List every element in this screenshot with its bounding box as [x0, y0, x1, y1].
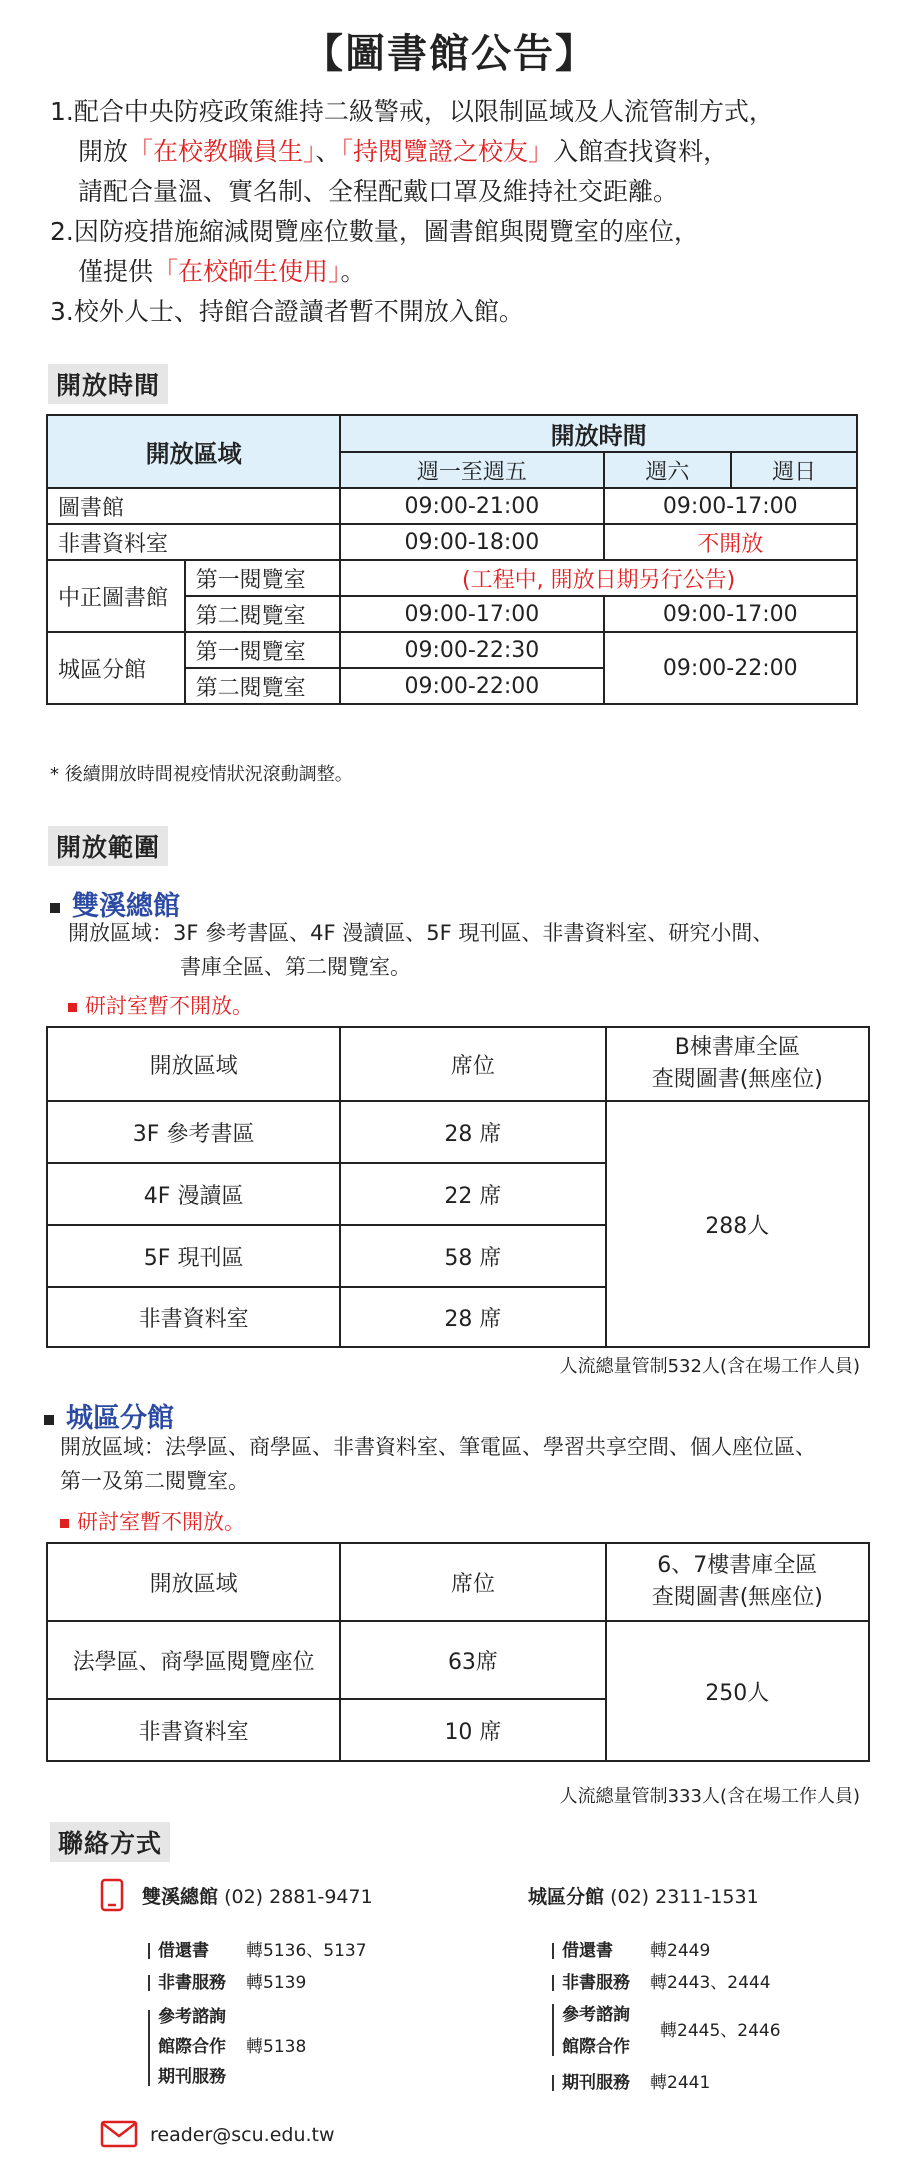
ext-label-group: [562, 2000, 650, 2025]
ext-label: 參考諮詢: [158, 2007, 226, 2027]
hours-subrow-label: 第二閱覽室: [185, 596, 341, 632]
notice-text: 僅提供: [78, 257, 154, 286]
seats-table-city: [46, 1542, 870, 1762]
ext-value: 轉5138: [246, 2037, 307, 2057]
divider: [148, 1975, 150, 1991]
hours-row-label: 中正圖書館: [47, 560, 185, 632]
ext-label-group: [158, 2062, 246, 2087]
hours-footnote: * 後續開放時間視疫情狀況滾動調整。: [50, 764, 353, 785]
phone-label: 城區分館: [528, 1886, 605, 1908]
email-link[interactable]: reader@scu.edu.tw: [150, 2124, 335, 2146]
hours-cell: 09:00-22:30: [340, 632, 603, 668]
ext-row: [148, 1936, 367, 1961]
seats-col-stack-line: B棟書庫全區: [674, 1035, 800, 1060]
ext-value: 轉2445、2446: [660, 2021, 781, 2041]
ext-label: 期刊服務: [562, 2073, 630, 2093]
hours-table: [46, 414, 858, 705]
seats-area: 4F 漫讀區: [47, 1163, 340, 1225]
notice-line-6: 3.校外人士、持館合證讀者暫不開放入館。: [50, 297, 524, 326]
divider: [552, 2004, 554, 2056]
seats-col-area: 開放區域: [47, 1027, 340, 1101]
divider: [552, 1975, 554, 1991]
closed-note-city: [60, 1506, 245, 1536]
ext-label: 借還書: [562, 1941, 613, 1961]
seats-count: 63席: [340, 1621, 605, 1699]
seats-count: 58 席: [340, 1225, 605, 1287]
divider: [552, 1943, 554, 1959]
seats-col-seat: 席位: [340, 1027, 605, 1101]
ext-label: 借還書: [158, 1941, 209, 1961]
branch-name: 城區分館: [66, 1403, 174, 1434]
notice-line-3: 請配合量溫、實名制、全程配戴口罩及維持社交距離。: [78, 177, 679, 206]
notice-highlight: 「持閱覽證之校友」: [340, 137, 554, 166]
seats-count: 28 席: [340, 1101, 605, 1163]
seats-col-stack: [606, 1543, 869, 1621]
seats-col-stack-line: 查閱圖書(無座位): [651, 1067, 823, 1092]
section-heading-scope: 開放範圍: [48, 826, 168, 866]
closed-text: 研討室暫不開放。: [85, 994, 253, 1018]
branch-name: 雙溪總館: [72, 891, 180, 922]
closed-text: 研討室暫不開放。: [77, 1510, 245, 1534]
ext-row: [148, 1968, 306, 1993]
seats-area: 非書資料室: [47, 1699, 340, 1761]
ext-label-group: [158, 2002, 246, 2027]
phone-label: 雙溪總館: [142, 1886, 219, 1908]
hours-cell-notice: (工程中, 開放日期另行公告): [340, 560, 857, 596]
hours-cell: 09:00-17:00: [604, 488, 857, 524]
ext-value: 轉2449: [650, 1941, 711, 1961]
seats-col-stack-line: 查閱圖書(無座位): [651, 1585, 823, 1610]
hours-cell: 09:00-22:00: [604, 632, 857, 704]
scope-areas-line: 開放區域：3F 參考書區、4F 漫讀區、5F 現刊區、非書資料室、研究小間、: [68, 921, 774, 945]
seats-col-stack: [606, 1027, 869, 1101]
scope-areas-city: [60, 1430, 816, 1498]
divider: [148, 1943, 150, 1959]
seats-area: 非書資料室: [47, 1287, 340, 1347]
seats-area: 法學區、商學區閱覽座位: [47, 1621, 340, 1699]
notice-text: 入館查找資料，: [553, 137, 729, 166]
phone-city: [528, 1882, 759, 1909]
ext-row: [552, 2068, 710, 2093]
notice-line-1: 1.配合中央防疫政策維持二級警戒，以限制區域及人流管制方式，: [50, 97, 774, 126]
hours-row-label: 圖書館: [47, 488, 340, 524]
ext-value: 轉2443、2444: [650, 1973, 771, 1993]
seats-col-area: 開放區域: [47, 1543, 340, 1621]
hours-header-time: 開放時間: [340, 415, 857, 452]
scope-areas-line: 開放區域：法學區、商學區、非書資料室、筆電區、學習共享空間、個人座位區、: [60, 1435, 816, 1459]
notice-text: 、: [315, 137, 341, 166]
notice-list: [50, 92, 870, 332]
phone-icon: [100, 1878, 124, 1916]
phone-number: (02) 2881-9471: [224, 1886, 373, 1908]
ext-label: 非書服務: [562, 1973, 630, 1993]
notice-line-5: [50, 252, 870, 292]
scope-areas-line: 第一及第二閱覽室。: [60, 1469, 249, 1493]
ext-label: 館際合作: [562, 2037, 630, 2057]
ext-row: [552, 1968, 771, 1993]
hours-cell: 09:00-17:00: [604, 596, 857, 632]
notice-text: 開放: [78, 137, 129, 166]
hours-col-weekday: 週一至週五: [340, 452, 603, 488]
ext-value: 轉2441: [650, 2073, 711, 2093]
ext-row: [552, 1936, 710, 1961]
section-heading-hours: 開放時間: [48, 364, 168, 404]
mail-icon: [100, 2120, 138, 2152]
stack-people: 288人: [606, 1101, 869, 1347]
total-limit-main: 人流總量管制532人(含在場工作人員): [559, 1356, 860, 1377]
bullet-icon: [50, 903, 60, 913]
hours-cell: 09:00-22:00: [340, 668, 603, 704]
ext-label: 參考諮詢: [562, 2005, 630, 2025]
hours-cell: 09:00-18:00: [340, 524, 603, 560]
hours-header-area: 開放區域: [47, 415, 340, 488]
seats-count: 10 席: [340, 1699, 605, 1761]
notice-text: 。: [340, 257, 366, 286]
ext-value: 轉5136、5137: [246, 1941, 367, 1961]
notice-line-2: [50, 132, 870, 172]
hours-cell-closed: 不開放: [604, 524, 857, 560]
ext-label: 期刊服務: [158, 2067, 226, 2087]
bullet-icon: [68, 1003, 77, 1012]
total-limit-city: 人流總量管制333人(含在場工作人員): [559, 1786, 860, 1807]
seats-table-main: [46, 1026, 870, 1348]
phone-number: (02) 2311-1531: [610, 1886, 759, 1908]
hours-col-sunday: 週日: [731, 452, 857, 488]
phone-main: [142, 1882, 373, 1909]
page-title: 【圖書館公告】: [303, 31, 597, 77]
hours-cell: 09:00-21:00: [340, 488, 603, 524]
notice-highlight: 「在校教職員生」: [128, 137, 316, 166]
seats-area: 3F 參考書區: [47, 1101, 340, 1163]
seats-area: 5F 現刊區: [47, 1225, 340, 1287]
section-heading-contact: 聯絡方式: [50, 1822, 170, 1862]
ext-label: 非書服務: [158, 1973, 226, 1993]
stack-people: 250人: [606, 1621, 869, 1761]
seats-count: 22 席: [340, 1163, 605, 1225]
scope-areas-main: [68, 916, 773, 984]
notice-line-4: 2.因防疫措施縮減閱覽座位數量，圖書館與閱覽室的座位，: [50, 217, 699, 246]
hours-col-saturday: 週六: [604, 452, 732, 488]
hours-subrow-label: 第一閱覽室: [185, 560, 341, 596]
ext-label-group: [562, 2032, 650, 2057]
hours-row-label: 非書資料室: [47, 524, 340, 560]
hours-subrow-label: 第二閱覽室: [185, 668, 341, 704]
hours-subrow-label: 第一閱覽室: [185, 632, 341, 668]
hours-row-label: 城區分館: [47, 632, 185, 704]
hours-cell: 09:00-17:00: [340, 596, 603, 632]
notice-highlight: 「在校師生使用」: [153, 257, 341, 286]
closed-note-main: [68, 990, 253, 1020]
scope-areas-line: 書庫全區、第二閱覽室。: [180, 955, 411, 979]
seats-col-stack-line: 6、7樓書庫全區: [657, 1553, 818, 1578]
bullet-icon: [44, 1415, 54, 1425]
ext-value: 轉5139: [246, 1973, 307, 1993]
seats-col-seat: 席位: [340, 1543, 605, 1621]
divider: [148, 2010, 150, 2086]
seats-count: 28 席: [340, 1287, 605, 1347]
divider: [552, 2075, 554, 2091]
bullet-icon: [60, 1519, 69, 1528]
ext-label: 館際合作: [158, 2037, 226, 2057]
ext-row: [158, 2032, 306, 2057]
